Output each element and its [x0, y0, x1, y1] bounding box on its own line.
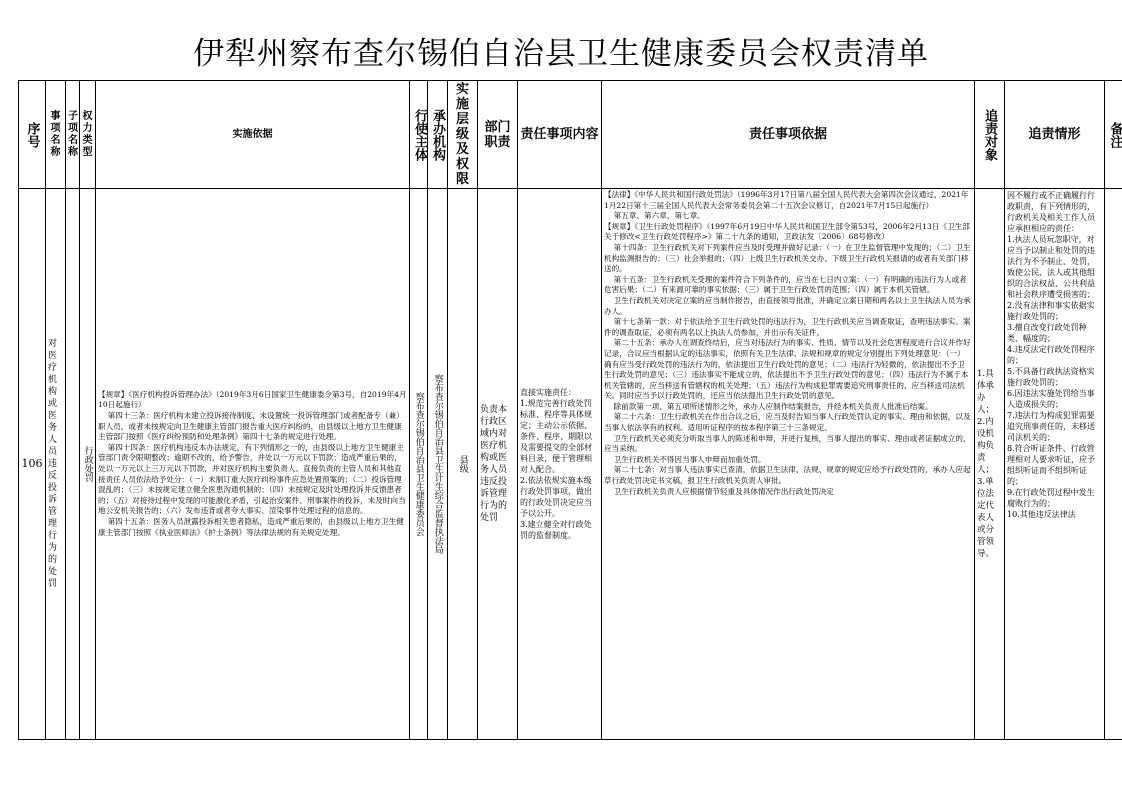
cell-subject: 察布查尔锡伯自治县卫生健康委员会: [410, 189, 428, 740]
cell-item-name: 对医疗机构或医务人员违反投诉管理行为的处罚: [46, 189, 66, 740]
cell-resp-content: [518, 189, 602, 740]
header-subject: 行使主体: [410, 81, 428, 189]
table-header-row: [19, 81, 1122, 189]
cell-power-type: 行政处罚: [80, 189, 96, 740]
header-account-obj: 追责对象: [975, 81, 1005, 189]
header-item-name: 事项名称: [46, 81, 66, 189]
cell-undertaker: 察布查尔锡伯自治县卫生计生综合监督执法局: [428, 189, 448, 740]
header-sub-item: 子项名称: [66, 81, 80, 189]
cell-remark: [1105, 189, 1122, 740]
cell-level: 县级: [448, 189, 478, 740]
cell-account-case: 因不履行或不正确履行行政职责，有下列情形的，行政机关及相关工作人员应承担相应的责任： 1.执法人员玩忽职守，对应当予以制止和处罚的违法行为不予制止、处罚，致使公民、法人或其他组织的合法权益、公共利益和社会秩序遭受损害的； 2.没有法律和事实依据实施行政处罚的； 3.擅自改变行政处罚种类、幅度的； 4.违反法定行政处罚程序的； 5.不具备行政执法资格实施行政处罚的； 6.因违法实施处罚给当事人造成损失的； 7.违法行为构成犯罪需要追究刑事责任的，未移送司法机关的； 8.符合听证条件、行政管理相对人要求听证，应予组织听证而不组织听证的； 9.在行政处罚过程中发生腐败行为的； 10.其他违反法律法: [1005, 189, 1105, 740]
header-duty: 部门职责: [478, 81, 518, 189]
header-undertaker: 承办机构: [428, 81, 448, 189]
page-title: 伊犁州察布查尔锡伯自治县卫生健康委员会权责清单: [193, 36, 929, 72]
header-account-case: 追责情形: [1005, 81, 1105, 189]
header-power-type: 权力类型: [80, 81, 96, 189]
cell-resp-basis: 【法律】《中华人民共和国行政处罚法》（1996年3月17日第八届全国人民代表大会第四次会议通过，2021年1月22日第十三届全国人民代表大会常务委员会第二十五次会议修订，自2021年7月15日起施行） 第五章、第六章、第七章。 【规章】《卫生行政处罚程序》（1997年6月19日中华人民共和国卫生部令第53号，2006年2月13日《卫生部关于修改<卫生行政处罚程序>》第二十九条的通知，卫政法发〔2006〕68号修改） 第十四条：卫生行政机关对下列案件应当及时受理并做好记录：（一）在卫生监督管理中发现的；（二）卫生机构监测报告的；（三）社会举报的；（四）上级卫生行政机关交办、下级卫生行政机关报请的或者有关部门移送的。 第十五条：卫生行政机关受理的案件符合下列条件的，应当在七日内立案：（一）有明确的违法行为人或者危害后果；（二）有来源可靠的事实依据；（三）属于卫生行政处罚的范围；（四）属于本机关管辖。 卫生行政机关对决定立案的应当制作报告，由直接领导批准，并确定立案日期和两名以上卫生执法人员为承办人。 第十七条第一款：对于依法给予卫生行政处罚的违法行为，卫生行政机关应当调查取证，查明违法事实。案件的调查取证，必须有两名以上执法人员参加，并出示有关证件。 第二十五条：承办人在调查终结后，应当对违法行为的事实、性质、情节以及社会危害程度进行合议并作好记录，合议应当根据认定的违法事实，依照有关卫生法律、法规和规章的规定分别提出下列处理意见：（一）确有应当受行政处罚的违法行为的，依法提出卫生行政处罚的意见；（二）违法行为轻微的，依法提出不予卫生行政处罚的意见；（三）违法事实不能成立的，依法提出不予卫生行政处罚的意见；（四）违法行为不属于本机关管辖的，应当移送有管辖权的机关处理；（五）违法行为构成犯罪需要追究刑事责任的，应当移送司法机关。同时应当予以行政处罚的，还应当依法提出卫生行政处罚的意见。 除前款第一项、第五项所述情形之外，承办人应制作结案报告，并经本机关负责人批准后结案。 第二十六条：卫生行政机关在作出合议之后，应当及时告知当事人行政处罚认定的事实、理由和依据，以及当事人依法享有的权利。适用听证程序的按本程序第三十三条规定。 卫生行政机关必须充分听取当事人的陈述和申辩，并进行复核，当事人提出的事实、理由或者证据成立的，应当采纳。 卫生行政机关不得因当事人申辩而加重处罚。 第二十七条：对当事人违法事实已查清，依据卫生法律、法规、规章的规定应给予行政处罚的，承办人应起草行政处罚决定书文稿，报卫生行政机关负责人审批。 卫生行政机关负责人应根据情节轻重及具体情况作出行政处罚决定: [602, 189, 975, 740]
header-level: 实施层级及权限: [448, 81, 478, 189]
cell-sub-item: [66, 189, 80, 740]
cell-account-obj: 1.具体承办人； 2.内设机构负责人； 3.单位法定代表人或分管领导。: [975, 189, 1005, 740]
cell-seq: 106: [19, 189, 46, 740]
header-resp-basis: 责任事项依据: [602, 81, 975, 189]
table-row: [19, 189, 1122, 740]
responsibility-table: [18, 80, 1122, 740]
header-remark: 备注: [1105, 81, 1122, 189]
cell-duty: 负责本行政区域内对医疗机构或医务人员违反投诉管理行为的处罚: [478, 189, 518, 740]
header-resp-content: 责任事项内容: [518, 81, 602, 189]
resp-detail-text: 直接实施责任： 1.规范完善行政处罚标准、程序等具体规定；主动公示依据、条件、程序、期限以及需要提交的全部材料目录，便于管理相对人配合。 2.依法依规实施本级行政处罚事项，做出的行政处罚决定应当予以公开。 3.建立健全对行政处罚的监督制度。: [520, 388, 592, 540]
header-basis: 实施依据: [96, 81, 410, 189]
cell-basis: 【规章】《医疗机构投诉管理办法》（2019年3月6日国家卫生健康委令第3号，自2019年4月10日起施行） 第四十三条：医疗机构未建立投诉接待制度、未设置统一投诉管理部门或者配备专（兼）职人员，或者未按规定向卫生健康主管部门报告重大医疗纠纷的，由县级以上地方卫生健康主管部门按照《医疗纠纷预防和处理条例》第四十七条的规定进行处理。 第四十四条：医疗机构违反本办法规定，有下列情形之一的，由县级以上地方卫生健康主管部门责令限期整改；逾期不改的，给予警告，并处以一万元以下罚款；造成严重后果的，处以一万元以上三万元以下罚款，并对医疗机构主要负责人、直接负责的主管人员和其他直接责任人员依法给予处分：（一）未制订重大医疗纠纷事件应急处置预案的；（二）投诉管理混乱的；（三）未按规定建立健全医患沟通机制的；（四）未按规定及时处理投诉并反馈患者的；（五）对接待过程中发现的可能激化矛盾，引起治安案件、刑事案件的投诉，未及时向当地公安机关报告的；（六）发布违背或者夸大事实、渲染事件处理过程的信息的。 第四十五条：医务人员泄露投诉相关患者隐私，造成严重后果的，由县级以上地方卫生健康主管部门按照《执业医师法》《护士条例》等法律法规的有关规定处理。: [96, 189, 410, 740]
header-seq: 序号: [19, 81, 46, 189]
